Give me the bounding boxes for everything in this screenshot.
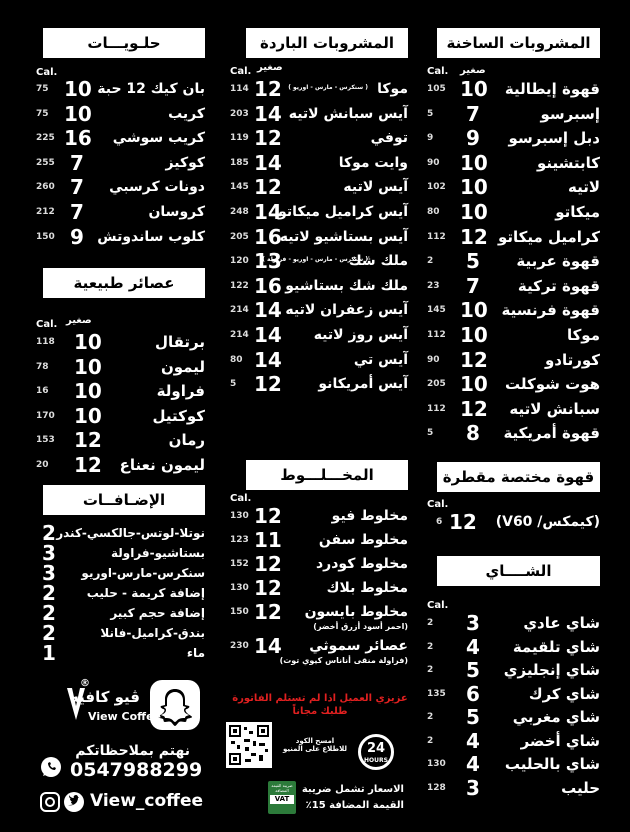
24-hours-icon [358,734,394,770]
mixed-header: المخـــلـــوط [246,460,408,490]
menu-item-row [230,601,408,635]
menu-item-row [230,324,408,349]
menu-item-name: دونات كرسبي [109,179,205,196]
menu-item-row [230,373,408,398]
menu-item-price: 10 [460,322,488,347]
menu-item-calories: 260 [36,182,55,193]
menu-item-price: 5 [466,249,480,274]
menu-item-row [427,706,600,730]
menu-item-name: سبانش لاتيه [509,399,600,418]
menu-item-row [36,454,205,479]
brand-name-english: View Coffee [88,710,162,723]
menu-item-row [230,553,408,577]
menu-item-row [427,176,600,201]
menu-item-price: 2 [42,601,56,625]
menu-item-name: توفي [370,130,408,147]
menu-item-price: 14 [254,347,282,372]
menu-item-row [36,405,205,430]
registered-mark: ® [80,678,90,689]
menu-item-calories: 80 [230,354,243,365]
menu-item-price: 12 [254,126,282,151]
menu-item-name: شاي كرك [528,684,600,703]
menu-item-calories: 112 [427,231,446,242]
menu-item-name: ميكاتو [555,202,600,221]
menu-item-row [36,581,205,605]
menu-item-price: 3 [466,611,480,635]
menu-item-name: وايت موكا [338,154,408,171]
menu-item-calories: 90 [427,354,440,365]
menu-item-calories: 150 [230,607,249,617]
cold-drinks-list [230,78,408,398]
cal-label: Cal. [427,66,449,77]
menu-item-name: عصائر سموثي [309,638,408,654]
small-size-label: صغير [257,62,283,73]
menu-item-name: آيس أمريكانو [318,376,408,393]
menu-item-name: إسبرسو [540,104,600,123]
menu-item-calories: 78 [36,361,49,372]
menu-item-price: 12 [460,347,488,372]
menu-item-price: 10 [64,101,92,126]
menu-item-price: 12 [254,175,282,200]
menu-item-name: ملك شك [348,253,408,270]
menu-item-calories: 16 [36,386,49,397]
menu-item-price: 7 [70,150,84,175]
menu-item-row [36,521,205,545]
menu-item-calories: 248 [230,206,249,217]
sweets-list [36,78,205,250]
menu-item-price: 10 [460,372,488,397]
menu-item-calories: 2 [427,256,434,267]
menu-item-row [427,275,600,300]
menu-item-row [427,152,600,177]
extras-list [36,521,205,665]
menu-item-row [230,505,408,529]
menu-item-price: 7 [466,101,480,126]
menu-item-name: سنكرس-مارس-اوريو [81,566,205,580]
menu-item-row [230,201,408,226]
menu-item-price: 4 [466,752,480,776]
hours-label: HOURS [364,757,388,764]
menu-item-price: 12 [460,224,488,249]
menu-item-calories: 5 [427,428,434,439]
menu-item-calories: 114 [230,84,249,94]
menu-item-price: 14 [254,634,282,658]
twitter-icon[interactable] [64,792,84,812]
menu-item-name: كلوب ساندوتش [97,228,205,245]
menu-item-row [36,127,205,152]
menu-item-calories: 212 [36,206,55,217]
menu-item-price: 10 [460,150,488,175]
feedback-note: نهتم بملاحظاتكم [75,743,190,759]
menu-item-calories: 75 [36,84,49,94]
menu-item-name: دبل إسبرسو [508,129,600,148]
menu-item-price: 10 [74,330,102,354]
menu-item-name: مخلوط كودرد [315,556,408,572]
menu-item-row [427,299,600,324]
extras-header: الإضـافــات [43,485,205,515]
menu-item-name: آيس روز لاتيه [313,326,408,343]
menu-item-name: مخلوط بلاك [326,580,408,596]
small-size-label: صغير [66,315,92,326]
menu-item-name: شاي تلقيمة [512,637,600,656]
phone-number[interactable]: 0547988299 [70,759,203,781]
menu-item-row [36,201,205,226]
menu-item-price: 12 [74,428,102,453]
menu-item-row [427,683,600,707]
menu-item-name: شاي مغربي [512,708,600,726]
menu-item-name: مخلوط سفن [318,532,408,548]
menu-item-row [36,380,205,405]
menu-item-name: قهوة تركية [517,276,600,295]
menu-item-calories: 9 [427,133,434,144]
menu-item-price: 2 [42,581,56,605]
menu-item-calories: 2 [427,735,434,746]
menu-item-price: 1 [42,641,56,665]
menu-item-row [427,127,600,152]
menu-item-name: كوكيز [165,154,205,171]
menu-item-price: 10 [74,379,102,404]
vat-badge-top: ضريبة القيمة المضافة [271,783,293,793]
menu-item-name: موكا [566,325,600,344]
vat-badge-number: VAT [270,795,294,804]
menu-item-calories: 205 [230,231,249,242]
menu-item-row [230,152,408,177]
menu-item-price: 9 [466,126,480,151]
menu-item-name: إضافة كريمة - حليب [86,586,205,600]
menu-item-calories: 23 [427,280,440,291]
menu-item-row [230,103,408,128]
vat-badge [268,781,296,814]
menu-item-name: آيس سبانش لاتيه [288,105,408,122]
menu-item-row [36,641,205,665]
menu-item-note: (فراولة منقى أناناس كيوي توت) [279,656,408,665]
cold-drinks-header: المشروبات الباردة [246,28,408,58]
menu-item-calories: 130 [230,511,249,521]
menu-item-name: كابتشينو [536,153,600,172]
menu-item-row [230,127,408,152]
menu-item-name: برتقال [154,333,205,351]
menu-item-calories: 152 [230,559,249,569]
menu-item-calories: 153 [36,435,55,446]
menu-item-name: آيس بستاشيو لاتيه [279,228,408,245]
menu-item-calories: 2 [427,712,434,722]
menu-item-name: مخلوط بايسون [304,604,408,620]
menu-item-calories: 145 [230,182,249,193]
hot-drinks-header: المشروبات الساخنة [437,28,600,58]
menu-item-calories: 6 [436,517,443,527]
menu-item-calories: 112 [427,329,446,340]
menu-item-name: هوت شوكلت [505,375,600,394]
menu-item-name: نوتلا-لوتس-جالكسي-كندر [56,526,205,540]
menu-item-price: 10 [460,298,488,323]
menu-item-calories: 90 [427,157,440,168]
menu-item-price: 12 [254,600,282,624]
menu-item-price: 11 [254,528,282,552]
menu-item-name: لاتيه [567,178,600,197]
menu-item-row [36,356,205,381]
menu-item-price: 3 [466,775,480,800]
menu-item-calories: 20 [36,459,49,470]
menu-item-row [427,777,600,801]
menu-item-price: 12 [254,372,282,397]
menu-item-calories: 170 [36,410,55,421]
menu-item-row [427,511,600,536]
hours-number: 24 [366,741,386,756]
menu-item-name: آيس تي [353,351,408,368]
menu-item-row [230,634,408,665]
menu-item-row [427,78,600,103]
menu-item-row [36,226,205,251]
menu-item-price: 6 [466,681,480,706]
menu-item-calories: 135 [427,688,446,699]
tea-header: الشــــاي [437,556,600,586]
cal-label: Cal. [427,600,449,611]
menu-item-calories: 112 [427,403,446,414]
menu-item-calories: 122 [230,280,249,291]
menu-item-name: قهوة عربية [516,252,600,271]
menu-item-price: 12 [449,510,477,534]
menu-item-name: آيس زعفران لاتيه [285,302,408,319]
juices-list [36,331,205,479]
menu-item-price: 4 [466,728,480,753]
menu-item-row [427,398,600,423]
invoice-note [232,693,408,717]
menu-item-calories: 145 [427,305,446,316]
menu-item-row [427,636,600,660]
menu-item-name: شاي أخضر [520,731,600,750]
menu-item-name: كريب [168,105,205,122]
menu-item-price: 5 [466,658,480,682]
menu-item-row [230,275,408,300]
menu-item-name: ليمون [160,357,205,376]
menu-item-name: إضافة حجم كبير [110,606,205,620]
juices-header: عصائر طبيعية وطازجة [43,268,205,298]
menu-item-calories: 5 [230,379,237,390]
menu-item-calories: 214 [230,305,249,316]
whatsapp-icon[interactable] [40,756,62,778]
brand-name-arabic: ڤيو كافيه [70,688,140,706]
drip-coffee-header: قهوة مختصة مقطرة [437,462,600,492]
menu-item-note: (احمر أسود أزرق أخضر) [313,622,408,631]
menu-item-price: 14 [254,199,282,224]
menu-item-row [427,226,600,251]
menu-item-name: كورتادو [544,350,600,369]
menu-item-price: 7 [466,273,480,298]
menu-item-row [427,612,600,636]
menu-item-calories: 185 [230,157,249,168]
menu-item-name: ليمون نعناع [119,455,205,474]
menu-item-name: موكا [377,81,408,97]
menu-item-price: 2 [42,621,56,645]
vat-note-line1: الاسعار تشمل ضريبة [301,784,404,795]
menu-item-price: 16 [64,126,92,151]
menu-item-name: فراولة [156,382,205,401]
menu-item-calories: 119 [230,133,249,144]
menu-item-price: 12 [254,552,282,576]
menu-item-row [36,152,205,177]
menu-item-calories: 130 [230,583,249,593]
menu-item-row [36,541,205,565]
cal-label: Cal. [230,66,252,77]
vat-note-line2: القيمة المضافة 15٪ [305,800,404,811]
menu-item-row [36,176,205,201]
menu-item-row [36,331,205,356]
menu-item-calories: 102 [427,182,446,193]
menu-item-price: 9 [70,224,84,249]
menu-item-price: 10 [74,403,102,428]
menu-item-calories: 80 [427,206,440,217]
menu-item-calories: 2 [427,641,434,652]
menu-item-row [230,176,408,201]
menu-item-row [230,577,408,601]
cal-label: Cal. [36,67,58,78]
menu-item-row [427,201,600,226]
mixed-list [230,504,408,665]
menu-item-name: بان كيك 12 حبة [97,81,205,97]
menu-item-row [427,250,600,275]
menu-item-name: ماء [186,646,205,660]
menu-item-name: حليب [561,778,600,797]
menu-item-row [230,299,408,324]
menu-item-name: شاي عادي [523,614,600,632]
menu-item-row [36,429,205,454]
menu-item-row [36,103,205,128]
menu-item-row [36,561,205,585]
invoice-note-line2: طلبك مجاناً [292,706,348,717]
menu-item-name: قهوة أمريكية [503,424,600,443]
menu-item-row [36,601,205,625]
menu-item-price: 12 [460,396,488,421]
menu-item-calories: 150 [36,231,55,242]
menu-item-price: 13 [254,249,282,274]
menu-item-price: 12 [254,504,282,528]
menu-item-price: 10 [460,175,488,200]
menu-item-price: 12 [254,77,282,101]
menu-item-calories: 203 [230,108,249,119]
tea-list [427,612,600,800]
menu-item-price: 10 [460,199,488,224]
small-size-label: صغير [460,65,486,76]
menu-item-name: كراميل ميكاتو [497,227,600,246]
menu-item-calories: 225 [36,133,55,144]
menu-item-calories: 255 [36,157,55,168]
menu-item-price: 16 [254,224,282,249]
menu-item-calories: 130 [427,759,446,769]
menu-item-name: قهوة إيطالية [504,80,600,98]
menu-item-name: آيس كراميل ميكاتو [278,203,408,220]
social-handle[interactable]: View_coffee [90,791,204,811]
menu-item-name: (كيمكس/ V60) [495,514,600,530]
sweets-header: حلـويـــات [43,28,205,58]
menu-item-row [36,621,205,645]
menu-item-price: 3 [42,541,56,565]
menu-item-note: ( سنكرس - مارس - اوريو ) [288,84,368,91]
qr-code[interactable] [226,722,272,768]
menu-item-price: 7 [70,175,84,200]
menu-item-calories: 123 [230,535,249,545]
menu-item-row [230,78,408,103]
menu-item-calories: 2 [427,665,434,675]
menu-item-name: بستاشيو-فراولة [110,546,205,560]
menu-item-price: 10 [460,77,488,101]
menu-item-price: 8 [466,421,480,446]
qr-scan-note: امسح الكود للاطلاع على المنيو [282,737,348,753]
menu-item-price: 16 [254,273,282,298]
menu-item-price: 14 [254,101,282,126]
menu-item-name: كروسان [148,203,205,220]
menu-item-price: 4 [466,634,480,659]
menu-item-row [427,373,600,398]
menu-item-price: 12 [74,452,102,477]
menu-item-calories: 120 [230,256,249,267]
menu-item-row [427,730,600,754]
menu-item-price: 14 [254,298,282,323]
menu-item-name: قهوة فرنسية [501,301,600,320]
menu-item-row [427,659,600,683]
menu-item-name: كريب سوشي [112,130,205,147]
menu-item-calories: 214 [230,329,249,340]
menu-item-price: 14 [254,150,282,175]
menu-item-price: 5 [466,705,480,729]
menu-item-price: 10 [64,77,92,101]
menu-item-calories: 105 [427,84,446,94]
menu-item-name: كوكتيل [152,406,205,425]
menu-item-row [36,78,205,103]
menu-item-name: مخلوط فيو [331,508,408,524]
drip-coffee-list [427,511,600,536]
menu-item-row [427,753,600,777]
menu-item-calories: 5 [427,108,434,119]
menu-item-row [230,349,408,374]
cal-label: Cal. [36,319,58,330]
menu-item-calories: 2 [427,618,434,628]
menu-item-price: 3 [42,561,56,585]
menu-item-row [427,103,600,128]
menu-item-name: شاي بالحليب [504,755,600,773]
menu-item-row [230,226,408,251]
menu-item-calories: 118 [36,337,55,347]
menu-item-price: 12 [254,576,282,600]
instagram-icon[interactable] [40,792,60,812]
menu-item-row [427,349,600,374]
menu-item-name: آيس لاتيه [343,179,408,196]
menu-item-calories: 205 [427,379,446,390]
menu-item-row [427,422,600,447]
menu-item-name: بندق-كراميل-فانلا [100,626,205,640]
menu-item-calories: 75 [36,108,49,119]
menu-item-note: ( سنكرس - مارس - اوريو - فراولة ) [262,256,368,264]
invoice-note-line1: عزيزي العميل اذا لم تستلم الفاتورة [232,693,408,704]
menu-item-row [230,250,408,275]
menu-item-row [230,529,408,553]
menu-item-price: 2 [42,521,56,545]
menu-item-calories: 230 [230,641,249,651]
menu-item-price: 10 [74,354,102,379]
cal-label: Cal. [427,499,449,510]
menu-item-row [427,324,600,349]
menu-item-price: 7 [70,199,84,224]
menu-item-name: شاي إنجليزي [503,661,600,679]
cal-label: Cal. [230,493,252,504]
menu-item-name: ملك شك بستاشيو [285,277,408,294]
menu-item-calories: 128 [427,782,446,793]
hot-drinks-list [427,78,600,447]
menu-item-name: رمان [168,431,205,450]
menu-item-price: 14 [254,322,282,347]
